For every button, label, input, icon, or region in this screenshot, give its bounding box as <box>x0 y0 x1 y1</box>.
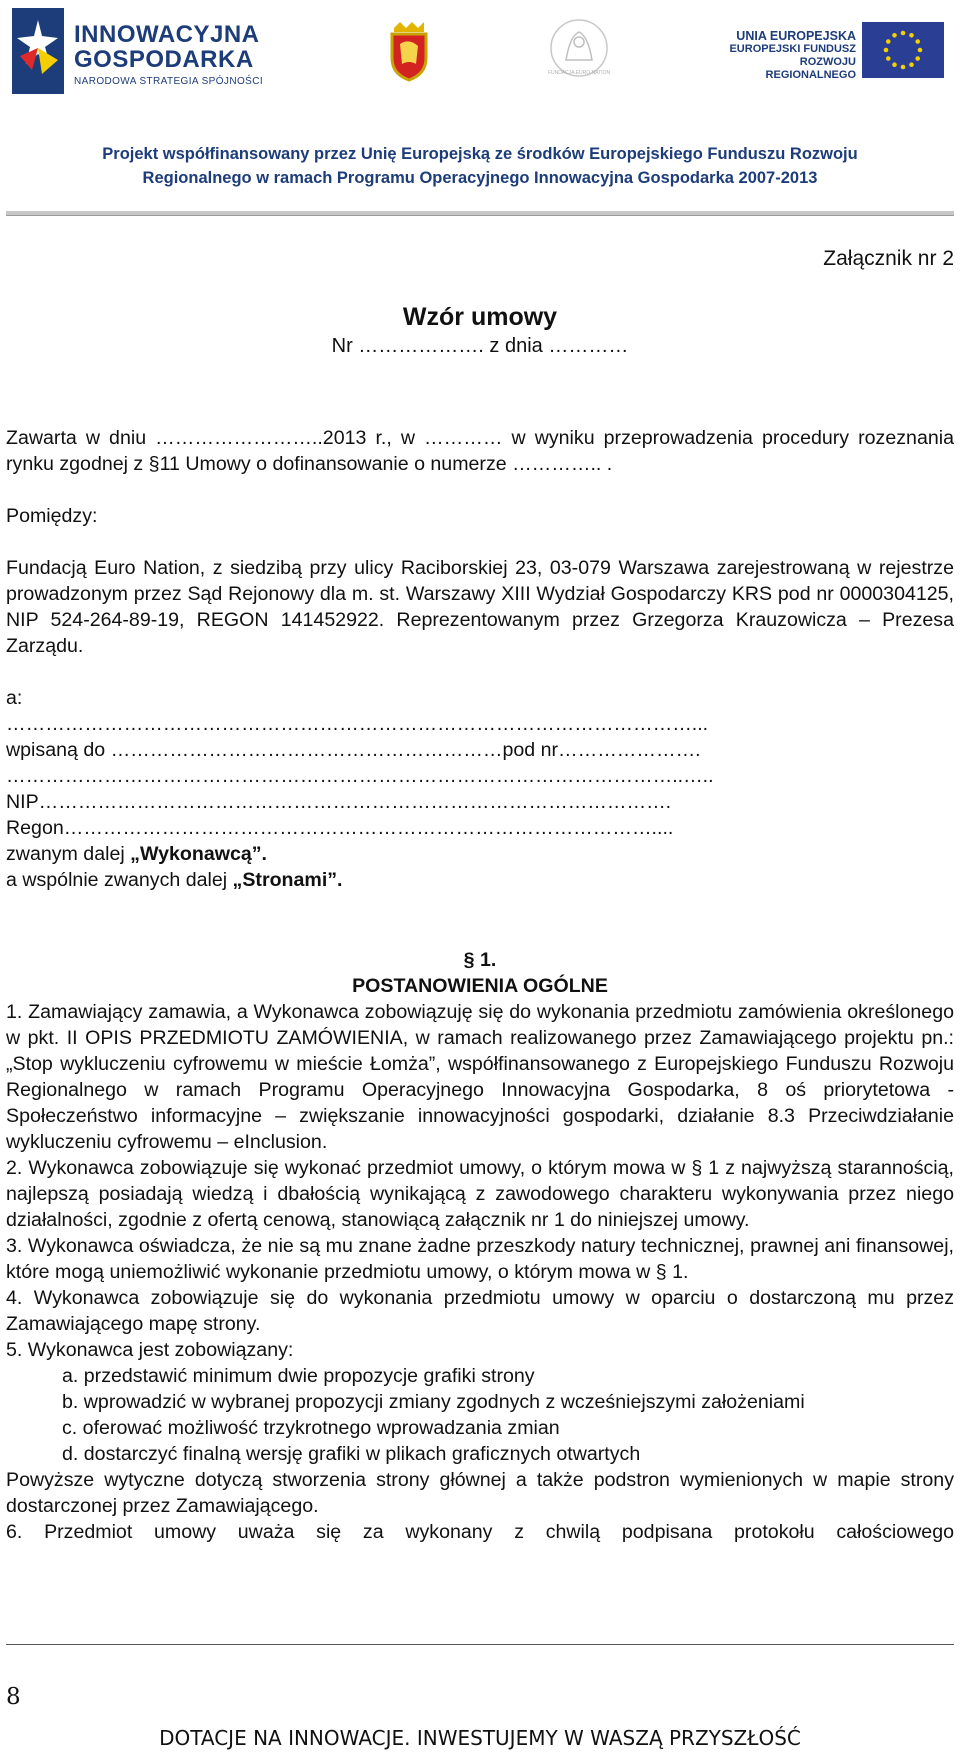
svg-text:FUNDACJA EURO NATION: FUNDACJA EURO NATION <box>548 70 610 76</box>
clause-5-item: b. wprowadzić w wybranej propozycji zmiany zgodnych z wcześniejszymi założeniami <box>62 1391 805 1413</box>
fill-in-regon-line: Regon……………………………………………………………………………….... <box>6 817 674 839</box>
footer-motto: DOTACJE NA INNOWACJE. INWESTUJEMY W WASZĄ PRZYSZŁOŚĆ <box>159 1726 801 1750</box>
eu-flag-icon <box>862 22 944 78</box>
clause-5-item: a. przedstawić minimum dwie propozycje grafiki strony <box>62 1365 535 1387</box>
section-general-provisions <box>6 947 954 1545</box>
logo-bar <box>0 0 960 112</box>
eu-star-icon <box>901 31 906 36</box>
clause-5: 5. Wykonawca jest zobowiązany: <box>6 1339 294 1361</box>
footer-divider <box>6 1644 954 1645</box>
city-crest-icon <box>384 20 434 82</box>
eu-star-icon <box>886 39 891 44</box>
fill-in-nip-line: NIP……………………………………………………………………………………. <box>6 791 672 813</box>
intro-paragraph: Zawarta w dniu ……………………..2013 r., w ………… w wyniku przeprowadzenia procedury rozeznania rynku zgodnej z §11 Umowy o dofinansowanie o numerze ………….. . <box>6 427 954 475</box>
header-divider <box>6 211 954 216</box>
fill-in-line: ……………………………………………………………………………………………... <box>6 713 709 735</box>
clause-5-item: d. dostarczyć finalną wersję grafiki w plikach graficznych otwartych <box>62 1443 641 1465</box>
section-number: § 1. <box>463 949 497 971</box>
ig-logo-tagline: NARODOWA STRATEGIA SPÓJNOŚCI <box>74 76 264 87</box>
eu-star-icon <box>909 62 914 67</box>
project-cofinancing-banner: Projekt współfinansowany przez Unię Europejską ze środków Europejskiego Funduszu Rozwoju Regionalnego w ramach Programu Operacyjnego Innowacyjna Gospodarka 2007-2013 <box>102 145 858 187</box>
parties-definition: a wspólnie zwanych dalej „Stronami”. <box>6 869 343 891</box>
innowacyjna-gospodarka-logo-icon <box>12 8 64 94</box>
eu-star-icon <box>901 65 906 70</box>
clause-5-item: c. oferować możliwość trzykrotnego wprowadzania zmian <box>62 1417 560 1439</box>
contract-preamble <box>6 425 954 893</box>
eu-star-icon <box>915 39 920 44</box>
clause-2: 2. Wykonawca zobowiązuje się wykonać przedmiot umowy, o którym mowa w § 1 z najwyższą starannością, najlepszą posiadają wiedzą i dbałością wynikającą z zawodowego charakteru wykonywania przez niego działalności, zgodnie z ofertą cenową, stanowiącą załącznik nr 1 do niniejszej umowy. <box>6 1157 954 1231</box>
between-label: Pomiędzy: <box>6 505 98 527</box>
party-one-paragraph: Fundacją Euro Nation, z siedzibą przy ulicy Raciborskiej 23, 03-079 Warszawa zarejestrowaną w rejestrze prowadzonym przez Sąd Rejonowy dla m. st. Warszawy XIII Wydział Gospodarczy KRS pod nr 0000304125, NIP 524-264-89-19, REGON 141452922. Reprezentowanym przez Grzegorza Krauzowicza – Prezesa Zarządu. <box>6 557 954 657</box>
eu-star-icon <box>892 33 897 38</box>
eu-star-icon <box>909 33 914 38</box>
page-number: 8 <box>6 1684 21 1710</box>
fill-in-line: …………………………………………………………………………………………..….. <box>6 765 714 787</box>
eu-fund-text: UNIA EUROPEJSKA EUROPEJSKI FUNDUSZ ROZWOJU REGIONALNEGO <box>729 29 856 81</box>
fill-in-register-line: wpisaną do ……………………………………………………pod nr…………………. <box>6 739 701 761</box>
eu-star-icon <box>886 56 891 61</box>
annex-label: Załącznik nr 2 <box>823 247 954 270</box>
clause-6: 6. Przedmiot umowy uważa się za wykonany z chwilą podpisana protokołu całościowego <box>6 1521 954 1543</box>
contractor-definition: zwanym dalej „Wykonawcą”. <box>6 843 267 865</box>
contract-number-line: Nr ………………. z dnia ………… <box>331 335 629 357</box>
document-title: Wzór umowy <box>402 303 558 331</box>
clause-4: 4. Wykonawca zobowiązuje się do wykonania przedmiotu umowy w oparciu o dostarczoną mu przez Zamawiającego mapę strony. <box>6 1287 954 1335</box>
party-two-label: a: <box>6 687 23 709</box>
ig-logo-text: INNOWACYJNA GOSPODARKA <box>74 21 260 73</box>
eu-star-icon <box>884 48 889 53</box>
eu-star-icon <box>915 56 920 61</box>
clause-1: 1. Zamawiający zamawia, a Wykonawca zobowiązuję się do wykonania przedmiotu zamówienia określonego w pkt. II OPIS PRZEDMIOTU ZAMÓWIENIA, w ramach realizowanego przez Zamawiającego projektu pn.: „Stop wykluczeniu cyfrowemu w mieście Łomża”, współfinansowanego z Europejskiego Funduszu Rozwoju Regionalnego w ramach Programu Operacyjnego Innowacyjna Gospodarka, 8 oś priorytetowa - Społeczeństwo informacyjne – zwiększanie innowacyjności gospodarki, działanie 8.3 Przeciwdziałanie wykluczeniu cyfrowemu – eInclusion. <box>6 1001 954 1153</box>
eu-star-icon <box>918 48 923 53</box>
clause-3: 3. Wykonawca oświadcza, że nie są mu znane żadne przeszkody natury technicznej, prawnej ani finansowej, które mogą uniemożliwić wykonanie przedmiotu umowy, o którym mowa w § 1. <box>6 1235 954 1283</box>
section-heading: POSTANOWIENIA OGÓLNE <box>352 975 608 997</box>
eu-star-icon <box>892 62 897 67</box>
fundacja-euro-nation-logo-icon <box>548 16 610 80</box>
clause-5-note: Powyższe wytyczne dotyczą stworzenia strony głównej a także podstron wymienionych w mapie strony dostarczonej przez Zamawiającego. <box>6 1469 954 1517</box>
